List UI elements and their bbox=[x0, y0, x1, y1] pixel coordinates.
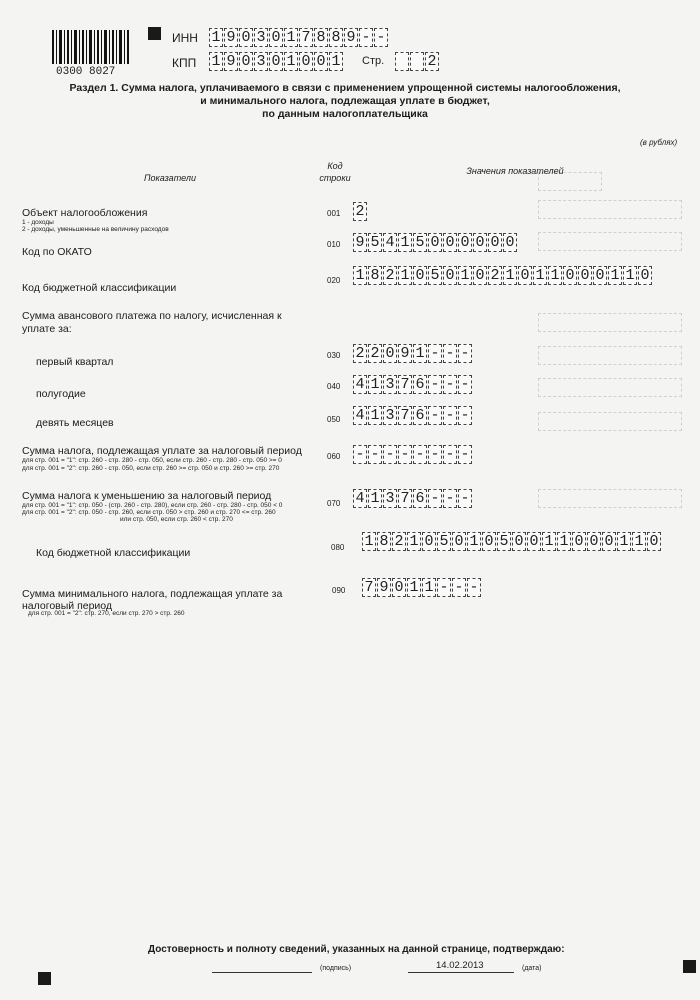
date-caption: (дата) bbox=[522, 965, 542, 972]
page-label: Стр. bbox=[362, 55, 385, 67]
row-070-cell: 6 bbox=[413, 489, 427, 508]
inn-cell: - bbox=[374, 28, 388, 47]
kpp-cell: 1 bbox=[284, 52, 298, 71]
row-090-note-1: для стр. 001 = "2": стр. 270, если стр. 270 > стр. 260 bbox=[28, 610, 185, 617]
row-001-note-1: 1 - доходы bbox=[22, 219, 54, 226]
row-020-cell: 0 bbox=[443, 266, 457, 285]
row-020-cell: 8 bbox=[368, 266, 382, 285]
inn-cell: 0 bbox=[239, 28, 253, 47]
row-020-cell: 2 bbox=[383, 266, 397, 285]
row-090-code: 090 bbox=[332, 586, 346, 595]
row-020-cell: 1 bbox=[608, 266, 622, 285]
row-020-cell: 0 bbox=[473, 266, 487, 285]
kpp-cell: 0 bbox=[269, 52, 283, 71]
inn-cell: 0 bbox=[269, 28, 283, 47]
row-090-cell: 7 bbox=[362, 578, 376, 597]
row-030-cell: 0 bbox=[383, 344, 397, 363]
row-030-cell: 1 bbox=[413, 344, 427, 363]
row-020-cell: 0 bbox=[518, 266, 532, 285]
column-header-values: Значения показателей bbox=[466, 166, 564, 176]
row-060-cells bbox=[353, 445, 473, 464]
row-040-code: 040 bbox=[327, 382, 341, 391]
row-060-cell: - bbox=[398, 445, 412, 464]
row-060-cell: - bbox=[428, 445, 442, 464]
section-title-line-3: по данным налогоплательщика bbox=[262, 108, 428, 120]
row-020-cell: 2 bbox=[488, 266, 502, 285]
row-010-cell: 5 bbox=[413, 233, 427, 252]
row-001-note-2: 2 - доходы, уменьшенные на величину расходов bbox=[22, 226, 169, 233]
row-010-cell: 0 bbox=[458, 233, 472, 252]
corner-marker-bottom-left bbox=[38, 972, 51, 985]
row-020-cell: 1 bbox=[458, 266, 472, 285]
row-060-code: 060 bbox=[327, 452, 341, 461]
row-060-cell: - bbox=[383, 445, 397, 464]
row-030-cell: 2 bbox=[368, 344, 382, 363]
row-030-cell: 9 bbox=[398, 344, 412, 363]
signature-caption: (подпись) bbox=[320, 965, 352, 972]
row-030-label: первый квартал bbox=[36, 356, 114, 368]
row-010-cell: 0 bbox=[488, 233, 502, 252]
row-020-cell: 0 bbox=[413, 266, 427, 285]
section-title-line-2: и минимального налога, подлежащая уплате в бюджет, bbox=[200, 95, 490, 107]
row-020-cell: 1 bbox=[548, 266, 562, 285]
row-050-cell: 3 bbox=[383, 406, 397, 425]
inn-cell: 7 bbox=[299, 28, 313, 47]
row-020-cell: 1 bbox=[398, 266, 412, 285]
row-050-cell: 7 bbox=[398, 406, 412, 425]
row-080-cells bbox=[362, 532, 662, 551]
row-080-cell: 0 bbox=[482, 532, 496, 551]
row-020-label: Код бюджетной классификации bbox=[22, 282, 177, 294]
row-050-cell: - bbox=[443, 406, 457, 425]
row-010-code: 010 bbox=[327, 240, 341, 249]
date-line bbox=[408, 972, 514, 973]
row-030-cell: - bbox=[428, 344, 442, 363]
row-020-cell: 5 bbox=[428, 266, 442, 285]
row-020-cell: 0 bbox=[578, 266, 592, 285]
inn-cell: - bbox=[359, 28, 373, 47]
row-080-cell: 0 bbox=[512, 532, 526, 551]
row-050-cell: 1 bbox=[368, 406, 382, 425]
row-090-label-line-2: налоговый период bbox=[22, 600, 113, 612]
kpp-label: КПП bbox=[172, 56, 197, 70]
inn-cell: 1 bbox=[209, 28, 223, 47]
row-040-cell: 7 bbox=[398, 375, 412, 394]
row-030-cell: 2 bbox=[353, 344, 367, 363]
inn-cell: 9 bbox=[344, 28, 358, 47]
row-080-cell: 1 bbox=[632, 532, 646, 551]
row-090-cell: 1 bbox=[422, 578, 436, 597]
row-080-cell: 1 bbox=[542, 532, 556, 551]
row-040-cell: - bbox=[458, 375, 472, 394]
row-090-label-line-1: Сумма минимального налога, подлежащая уплате за bbox=[22, 588, 283, 600]
row-010-cell: 0 bbox=[473, 233, 487, 252]
column-header-code-line-1: Код bbox=[327, 161, 343, 171]
row-090-cell: 0 bbox=[392, 578, 406, 597]
row-020-cell: 1 bbox=[503, 266, 517, 285]
row-090-cell: - bbox=[437, 578, 451, 597]
row-080-label: Код бюджетной классификации bbox=[36, 547, 191, 559]
row-070-note-3: или стр. 050, если стр. 260 < стр. 270 bbox=[120, 516, 233, 523]
row-080-cell: 1 bbox=[557, 532, 571, 551]
row-001-cells bbox=[353, 202, 368, 221]
column-header-indicators: Показатели bbox=[144, 173, 196, 183]
advance-payment-heading-line-2: уплате за: bbox=[22, 323, 72, 335]
row-030-cell: - bbox=[443, 344, 457, 363]
kpp-cell: 0 bbox=[314, 52, 328, 71]
barcode-number: 0300 8027 bbox=[56, 66, 116, 78]
row-020-cell: 0 bbox=[593, 266, 607, 285]
kpp-cell: 1 bbox=[329, 52, 343, 71]
row-080-cell: 8 bbox=[377, 532, 391, 551]
row-070-code: 070 bbox=[327, 499, 341, 508]
row-070-cell: 7 bbox=[398, 489, 412, 508]
row-040-cell: 1 bbox=[368, 375, 382, 394]
row-010-cell: 0 bbox=[428, 233, 442, 252]
row-080-cell: 0 bbox=[452, 532, 466, 551]
row-060-cell: - bbox=[458, 445, 472, 464]
row-050-cells bbox=[353, 406, 473, 425]
row-050-cell: 6 bbox=[413, 406, 427, 425]
row-080-cell: 0 bbox=[587, 532, 601, 551]
row-070-cell: - bbox=[443, 489, 457, 508]
row-040-cell: - bbox=[443, 375, 457, 394]
row-020-cell: 1 bbox=[353, 266, 367, 285]
row-030-cell: - bbox=[458, 344, 472, 363]
row-010-cell: 0 bbox=[443, 233, 457, 252]
inn-cell: 3 bbox=[254, 28, 268, 47]
row-060-cell: - bbox=[443, 445, 457, 464]
row-020-cell: 1 bbox=[533, 266, 547, 285]
inn-cell: 1 bbox=[284, 28, 298, 47]
column-header-code-line-2: строки bbox=[319, 173, 351, 183]
row-080-cell: 2 bbox=[392, 532, 406, 551]
row-001-code: 001 bbox=[327, 209, 341, 218]
row-080-cell: 5 bbox=[497, 532, 511, 551]
row-040-cell: 4 bbox=[353, 375, 367, 394]
row-060-cell: - bbox=[368, 445, 382, 464]
row-080-cell: 0 bbox=[422, 532, 436, 551]
row-050-cell: 4 bbox=[353, 406, 367, 425]
section-title-line-1: Раздел 1. Сумма налога, уплачиваемого в связи с применением упрощенной системы налогообложения, bbox=[69, 82, 621, 94]
corner-marker-bottom-right bbox=[683, 960, 696, 973]
kpp-cell: 9 bbox=[224, 52, 238, 71]
row-040-cell: - bbox=[428, 375, 442, 394]
row-040-cell: 6 bbox=[413, 375, 427, 394]
section-title bbox=[40, 82, 650, 121]
row-020-code: 020 bbox=[327, 276, 341, 285]
row-040-cells bbox=[353, 375, 473, 394]
advance-payment-heading-line-1: Сумма авансового платежа по налогу, исчисленная к bbox=[22, 310, 282, 322]
confirmation-text: Достоверность и полноту сведений, указанных на данной странице, подтверждаю: bbox=[148, 944, 565, 955]
row-080-cell: 1 bbox=[467, 532, 481, 551]
inn-cell: 8 bbox=[329, 28, 343, 47]
column-header-code bbox=[305, 160, 365, 184]
row-090-cell: 9 bbox=[377, 578, 391, 597]
row-090-cell: 1 bbox=[407, 578, 421, 597]
row-090-cells bbox=[362, 578, 482, 597]
row-010-cell: 4 bbox=[383, 233, 397, 252]
row-050-cell: - bbox=[458, 406, 472, 425]
row-080-code: 080 bbox=[331, 543, 345, 552]
kpp-cell: 1 bbox=[209, 52, 223, 71]
row-060-cell: - bbox=[413, 445, 427, 464]
row-080-cell: 0 bbox=[527, 532, 541, 551]
row-070-note-2: для стр. 001 = "2": стр. 050 - стр. 260, если стр. 050 > стр. 260 и стр. 270 <= стр. 260 bbox=[22, 509, 276, 516]
row-020-cells bbox=[353, 266, 653, 285]
row-080-cell: 0 bbox=[602, 532, 616, 551]
row-080-cell: 1 bbox=[617, 532, 631, 551]
row-070-cell: 3 bbox=[383, 489, 397, 508]
units-note: (в рублях) bbox=[640, 138, 678, 147]
row-020-cell: 1 bbox=[623, 266, 637, 285]
row-010-cell: 0 bbox=[503, 233, 517, 252]
row-080-cell: 0 bbox=[572, 532, 586, 551]
row-060-cell: - bbox=[353, 445, 367, 464]
inn-label: ИНН bbox=[172, 31, 198, 45]
row-050-cell: - bbox=[428, 406, 442, 425]
row-080-cell: 5 bbox=[437, 532, 451, 551]
row-070-cell: - bbox=[458, 489, 472, 508]
row-060-label: Сумма налога, подлежащая уплате за налоговый период bbox=[22, 445, 302, 457]
row-070-cell: 4 bbox=[353, 489, 367, 508]
row-010-cell: 5 bbox=[368, 233, 382, 252]
row-070-cell: 1 bbox=[368, 489, 382, 508]
row-010-cells bbox=[353, 233, 518, 252]
row-020-cell: 0 bbox=[638, 266, 652, 285]
row-030-cells bbox=[353, 344, 473, 363]
row-080-cell: 1 bbox=[407, 532, 421, 551]
row-050-code: 050 bbox=[327, 415, 341, 424]
row-020-cell: 0 bbox=[563, 266, 577, 285]
row-070-note-1: для стр. 001 = "1": стр. 050 - (стр. 260 - стр. 280), если стр. 260 - стр. 280 - стр. 050 < 0 bbox=[22, 502, 283, 509]
inn-cell: 9 bbox=[224, 28, 238, 47]
row-010-label: Код по ОКАТО bbox=[22, 246, 92, 258]
row-010-cell: 9 bbox=[353, 233, 367, 252]
date-value: 14.02.2013 bbox=[436, 960, 484, 971]
row-070-label: Сумма налога к уменьшению за налоговый период bbox=[22, 490, 272, 502]
row-090-cell: - bbox=[467, 578, 481, 597]
row-010-cell: 1 bbox=[398, 233, 412, 252]
inn-cell: 8 bbox=[314, 28, 328, 47]
row-040-cell: 3 bbox=[383, 375, 397, 394]
kpp-cell: 0 bbox=[299, 52, 313, 71]
row-040-label: полугодие bbox=[36, 388, 86, 400]
row-080-cell: 1 bbox=[362, 532, 376, 551]
kpp-cell: 0 bbox=[239, 52, 253, 71]
row-001-cell: 2 bbox=[353, 202, 367, 221]
signature-line bbox=[212, 972, 312, 973]
row-001-label: Объект налогообложения bbox=[22, 207, 148, 219]
row-080-cell: 0 bbox=[647, 532, 661, 551]
kpp-cell: 3 bbox=[254, 52, 268, 71]
row-060-note-2: для стр. 001 = "2": стр. 260 - стр. 050, если стр. 260 >= стр. 050 и стр. 260 >= стр. 270 bbox=[22, 465, 280, 472]
row-060-note-1: для стр. 001 = "1": стр. 260 - стр. 280 - стр. 050, если стр. 260 - стр. 280 - стр. 050 >= 0 bbox=[22, 457, 282, 464]
row-070-cell: - bbox=[428, 489, 442, 508]
row-030-code: 030 bbox=[327, 351, 341, 360]
page-cell: 2 bbox=[425, 52, 439, 71]
row-070-cells bbox=[353, 489, 473, 508]
row-090-cell: - bbox=[452, 578, 466, 597]
row-050-label: девять месяцев bbox=[36, 417, 114, 429]
